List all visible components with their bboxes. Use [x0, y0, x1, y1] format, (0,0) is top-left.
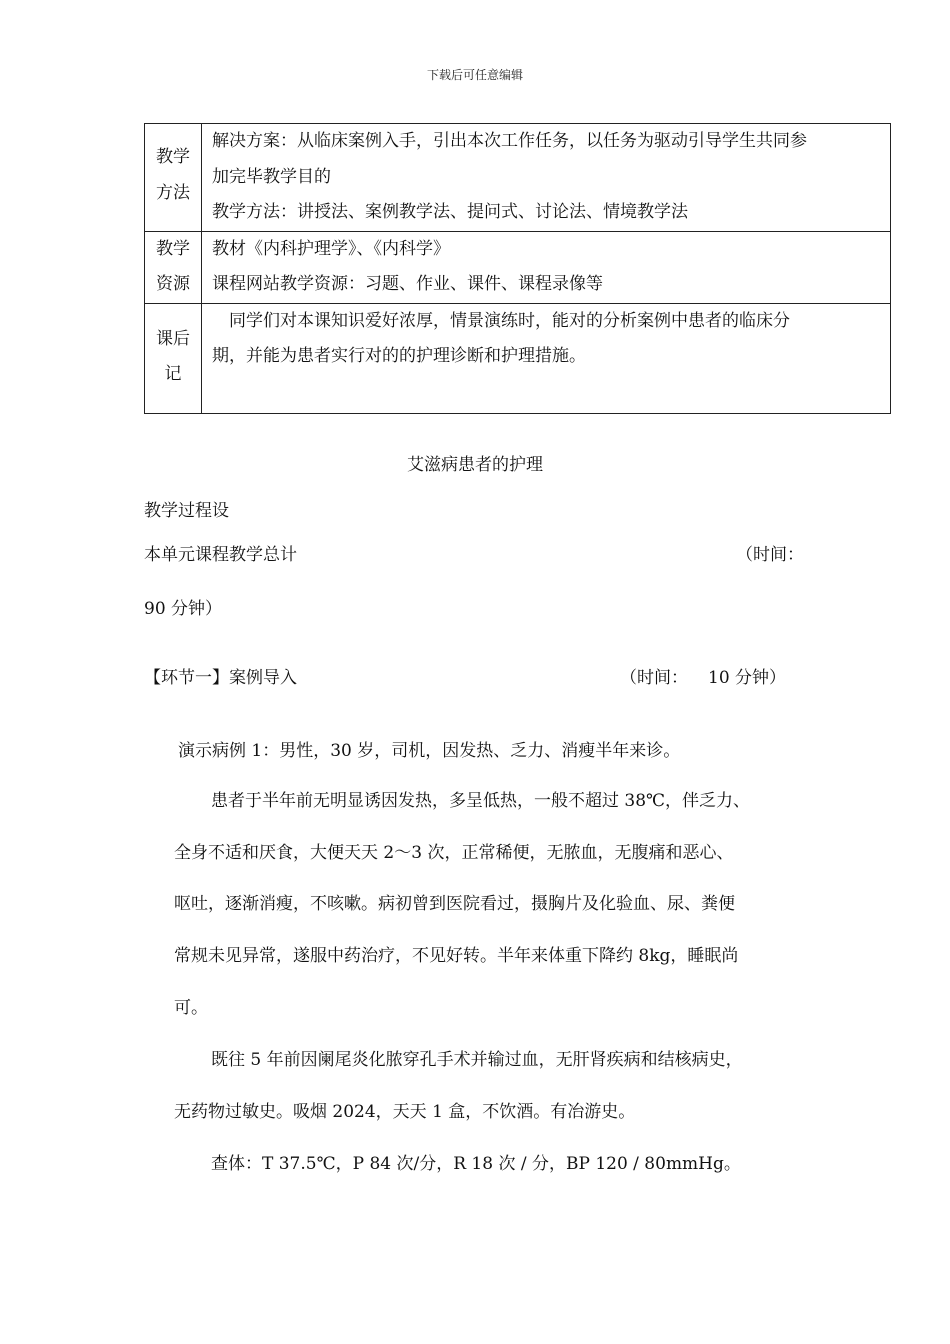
- label-line: 教学: [156, 238, 190, 259]
- case-text-line: 既往 5 年前因阑尾炎化脓穿孔手术并输过血，无肝肾疾病和结核病史，: [211, 1050, 743, 1070]
- case-text-line: 无药物过敏史。吸烟 2024，天天 1 盒，不饮酒。有冶游史。: [174, 1102, 636, 1122]
- content-line: 教材《内科护理学》、《内科学》: [212, 238, 450, 259]
- row-content: [202, 124, 891, 232]
- unit-time-label: （时间：: [736, 545, 804, 565]
- label-line: 资源: [156, 274, 190, 294]
- page-header-note: 下载后可任意编辑: [426, 68, 523, 82]
- section-label: 【环节一】案例导入: [144, 668, 297, 688]
- lesson-title: 艾滋病患者的护理: [407, 455, 543, 475]
- label-line: 教学: [156, 147, 190, 167]
- table-row: [145, 124, 891, 232]
- case-text-line: 常规未见异常，遂服中药治疗，不见好转。半年来体重下降约 8kg，睡眠尚: [174, 946, 739, 966]
- design-label: 教学过程设: [144, 501, 229, 521]
- content-line: 同学们对本课知识爱好浓厚，情景演练时，能对的分析案例中患者的临床分: [229, 310, 790, 331]
- lesson-info-table: [144, 123, 891, 414]
- content-line: 解决方案：从临床案例入手，引出本次工作任务，以任务为驱动引导学生共同参: [212, 131, 807, 151]
- label-line: 方法: [156, 182, 190, 203]
- content-line: 期，并能为患者实行对的的护理诊断和护理措施。: [212, 346, 586, 366]
- section-time-value: 10 分钟）: [708, 668, 787, 688]
- content-line: 教学方法：讲授法、案例教学法、提问式、讨论法、情境教学法: [212, 202, 688, 222]
- case-exam-line: 查体：T 37.5℃，P 84 次/分，R 18 次 / 分，BP 120 / 80mmHg。: [211, 1154, 741, 1174]
- case-text-line: 呕吐，逐渐消瘦，不咳嗽。病初曾到医院看过，摄胸片及化验血、尿、粪便: [174, 894, 735, 914]
- case-intro: 演示病例 1：男性，30 岁，司机，因发热、乏力、消瘦半年来诊。: [178, 741, 681, 761]
- row-label: [145, 124, 202, 232]
- section-time-label: （时间：: [620, 668, 688, 688]
- content-line: 课程网站教学资源：习题、作业、课件、课程录像等: [212, 274, 603, 294]
- table-row: [145, 231, 891, 303]
- table-row: [145, 303, 891, 413]
- case-text-line: 患者于半年前无明显诱因发热，多呈低热，一般不超过 38℃，伴乏力、: [211, 791, 751, 811]
- row-label: [145, 303, 202, 413]
- unit-time-value: 90 分钟）: [144, 599, 223, 619]
- label-line: 记: [164, 364, 182, 384]
- label-line: 课后: [156, 328, 190, 349]
- case-text-line: 全身不适和厌食，大便天天 2～3 次，正常稀便，无脓血，无腹痛和恶心、: [174, 843, 734, 863]
- unit-total-label: 本单元课程教学总计: [144, 545, 297, 565]
- row-label: [145, 231, 202, 303]
- row-content: [202, 303, 891, 413]
- case-text-line: 可。: [174, 998, 208, 1018]
- content-line: 加完毕教学目的: [212, 166, 331, 187]
- row-content: [202, 231, 891, 303]
